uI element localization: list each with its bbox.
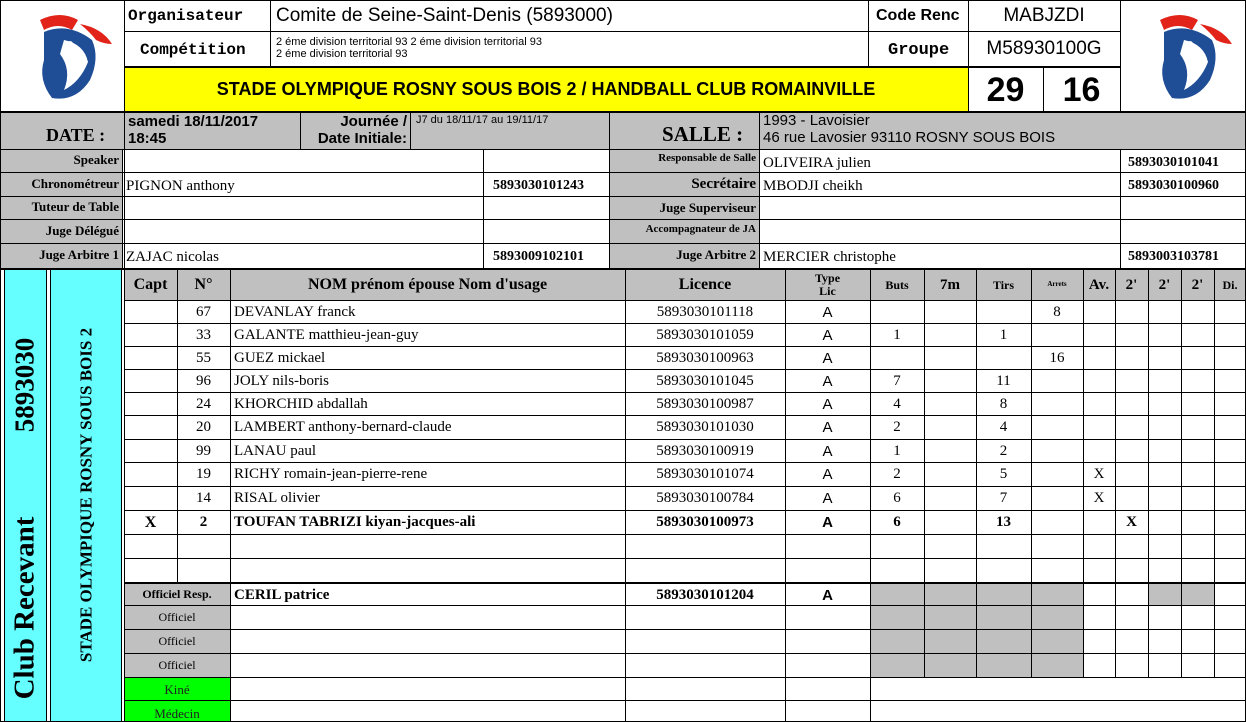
competition-line1: 2 éme division territorial 93 2 éme division territorial 93 (276, 36, 542, 48)
player-avert: X (1093, 466, 1105, 482)
officiel-resp-label: Officiel Resp. (142, 587, 212, 601)
salle-line1: 1993 - Lavoisier (763, 112, 870, 129)
club-role: Club Recevant (8, 516, 41, 700)
player-capt: X (144, 514, 157, 531)
player-type: A (822, 350, 833, 367)
federation-logo-right (1150, 10, 1240, 106)
player-buts: 2 (893, 419, 901, 435)
player-name: RICHY romain-jean-pierre-rene (234, 466, 428, 482)
col-num: N° (194, 276, 213, 293)
player-name: RISAL olivier (234, 490, 320, 506)
player-name: TOUFAN TABRIZI kiyan-jacques-ali (234, 514, 476, 530)
col-disqualif: Di. (1222, 278, 1238, 292)
player-tirs: 11 (996, 373, 1011, 389)
player-number: 67 (196, 304, 211, 320)
date-label: DATE : (46, 125, 106, 145)
col-2min-1: 2' (1125, 277, 1138, 293)
federation-logo-left (30, 10, 120, 106)
col-nom: NOM prénom épouse Nom d'usage (307, 276, 548, 293)
groupe-value: M58930100G (986, 38, 1102, 59)
speaker-label: Speaker (73, 152, 119, 167)
chrono-label: Chronométreur (31, 176, 119, 191)
player-tirs: 1 (999, 327, 1008, 343)
player-number: 19 (196, 466, 211, 482)
player-name: LANAU paul (234, 443, 317, 459)
player-2min: X (1126, 514, 1137, 530)
officiel-label-1: Officiel (158, 610, 196, 624)
competition-label: Compétition (140, 41, 246, 59)
player-type: A (822, 514, 833, 531)
match-title: STADE OLYMPIQUE ROSNY SOUS BOIS 2 / HANDBALL CLUB ROMAINVILLE (216, 79, 876, 99)
player-licence: 5893030101045 (656, 373, 754, 389)
player-number: 2 (199, 514, 208, 530)
arbitre1-licence: 5893009102101 (493, 249, 584, 264)
juge-delegue-label: Juge Délégué (45, 223, 119, 238)
player-buts: 1 (893, 443, 901, 459)
player-avert: X (1093, 490, 1105, 506)
secretaire-label: Secrétaire (691, 176, 756, 192)
player-licence: 5893030100973 (656, 514, 754, 530)
arbitre2-licence: 5893003103781 (1128, 249, 1219, 264)
officiel-label-3: Officiel (158, 658, 196, 672)
player-tirs: 2 (999, 443, 1008, 459)
club-name: STADE OLYMPIQUE ROSNY SOUS BOIS 2 (76, 327, 96, 663)
organisateur-label: Organisateur (128, 7, 244, 25)
secretaire-name: MBODJI cheikh (763, 178, 863, 194)
code-renc-label: Code Renc (876, 7, 960, 24)
player-name: GALANTE matthieu-jean-guy (234, 327, 419, 343)
score-away: 16 (1062, 71, 1101, 109)
chrono-licence: 5893030101243 (493, 178, 584, 193)
player-tirs: 5 (999, 466, 1008, 482)
col-7m: 7m (940, 277, 960, 293)
player-licence: 5893030100987 (656, 396, 754, 412)
player-licence: 5893030101118 (656, 304, 754, 320)
date-value: samedi 18/11/2017 (128, 113, 259, 130)
player-type: A (822, 419, 833, 436)
col-arrets: Arrets (1047, 280, 1067, 288)
player-type: A (822, 490, 833, 507)
player-name: KHORCHID abdallah (234, 396, 368, 412)
player-arrets: 16 (1049, 350, 1065, 366)
player-type: A (822, 327, 833, 344)
player-buts: 6 (893, 490, 901, 506)
player-buts: 4 (893, 396, 901, 412)
salle-label: SALLE : (662, 122, 744, 146)
player-buts: 7 (893, 373, 901, 389)
player-number: 24 (196, 396, 211, 412)
player-buts: 6 (893, 514, 901, 530)
col-av: Av. (1088, 277, 1110, 293)
code-renc-value: MABJZDI (1003, 5, 1085, 26)
officiel-resp-name: CERIL patrice (234, 587, 330, 603)
arbitre1-name: ZAJAC nicolas (126, 249, 219, 265)
player-number: 96 (196, 373, 211, 389)
medecin-label: Médecin (154, 706, 200, 721)
arbitre1-label: Juge Arbitre 1 (39, 247, 119, 262)
tuteur-label: Tuteur de Table (31, 199, 119, 214)
officiel-label-2: Officiel (158, 634, 196, 648)
resp-salle-licence: 5893030101041 (1128, 155, 1219, 170)
player-tirs: 13 (996, 514, 1011, 530)
player-type: A (822, 396, 833, 413)
juge-superviseur-label: Juge Superviseur (659, 200, 756, 215)
col-tirs: Tirs (992, 278, 1015, 292)
organisateur-value: Comite de Seine-Saint-Denis (5893000) (276, 5, 613, 26)
player-licence: 5893030101030 (656, 419, 754, 435)
player-number: 55 (196, 350, 211, 366)
club-number: 5893030 (9, 337, 40, 433)
arbitre2-name: MERCIER christophe (763, 249, 896, 265)
player-licence: 5893030101059 (656, 327, 754, 343)
salle-line2: 46 rue Lavosier 93110 ROSNY SOUS BOIS (763, 129, 1056, 146)
score-home: 29 (986, 71, 1025, 109)
col-capt: Capt (133, 276, 168, 293)
time-value: 18:45 (128, 130, 167, 147)
kine-label: Kiné (164, 682, 190, 697)
player-name: GUEZ mickael (234, 350, 326, 366)
col-type: Type (814, 271, 841, 285)
competition-line2: 2 éme division territorial 93 (276, 48, 408, 60)
player-licence: 5893030100963 (656, 350, 754, 366)
col-2min-2: 2' (1158, 277, 1171, 293)
player-tirs: 7 (999, 490, 1008, 506)
player-name: LAMBERT anthony-bernard-claude (234, 419, 452, 435)
officiel-resp-type: A (822, 587, 833, 604)
resp-salle-name: OLIVEIRA julien (763, 155, 871, 171)
player-tirs: 8 (999, 396, 1008, 412)
player-type: A (822, 466, 833, 483)
chrono-name: PIGNON anthony (126, 178, 235, 194)
player-name: JOLY nils-boris (234, 373, 330, 389)
player-licence: 5893030100784 (656, 490, 754, 506)
player-number: 20 (196, 419, 211, 435)
player-type: A (822, 373, 833, 390)
player-tirs: 4 (999, 419, 1008, 435)
col-licence: Licence (678, 276, 732, 293)
player-type: A (822, 443, 833, 460)
col-2min-3: 2' (1191, 277, 1204, 293)
player-number: 33 (196, 327, 211, 343)
player-arrets: 8 (1053, 304, 1061, 320)
player-licence: 5893030100919 (656, 443, 754, 459)
col-lic: Lic (819, 284, 836, 298)
accompagnateur-label: Accompagnateur de JA (645, 223, 756, 235)
player-buts: 1 (893, 327, 901, 343)
journee-value: J7 du 18/11/17 au 19/11/17 (416, 114, 549, 126)
player-number: 99 (196, 443, 211, 459)
player-licence: 5893030101074 (656, 466, 754, 482)
groupe-label: Groupe (888, 41, 950, 60)
player-name: DEVANLAY franck (234, 304, 356, 320)
col-buts: Buts (885, 278, 909, 292)
resp-salle-label: Responsable de Salle (658, 152, 756, 164)
journee-label: Journée / (340, 113, 407, 130)
arbitre2-label: Juge Arbitre 2 (676, 247, 756, 262)
player-number: 14 (196, 490, 211, 506)
player-type: A (822, 304, 833, 321)
officiel-resp-licence: 5893030101204 (656, 587, 754, 603)
date-initiale-label: Date Initiale: (317, 130, 407, 147)
secretaire-licence: 5893030100960 (1128, 178, 1219, 193)
player-buts: 2 (893, 466, 901, 482)
